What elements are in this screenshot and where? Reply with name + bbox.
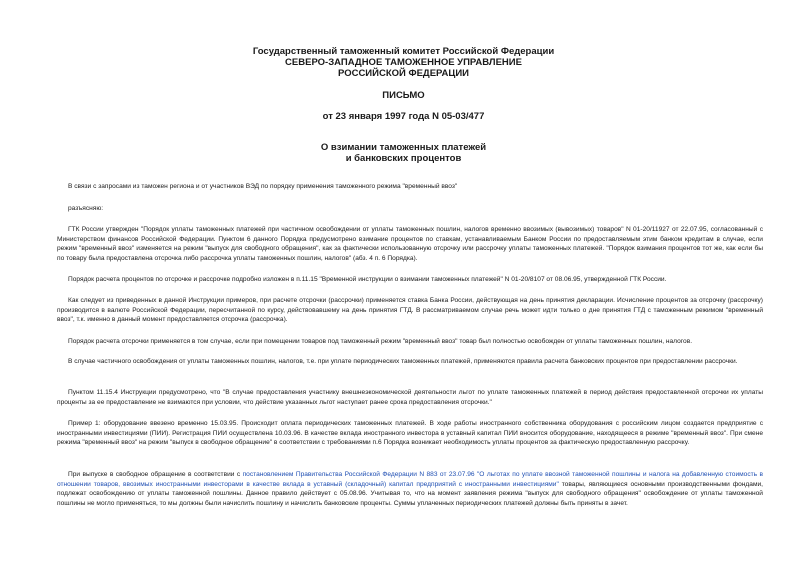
paragraph-intro: В связи с запросами из таможен региона и от участников ВЭД по порядку применения таможенного режима "временный ввоз" (68, 183, 458, 190)
paragraph-free-circulation (57, 470, 763, 508)
doc-type-block (0, 90, 807, 101)
paragraph-explain: разъясняю: (68, 205, 104, 212)
issuer-line-2: СЕВЕРО-ЗАПАДНОЕ ТАМОЖЕННОЕ УПРАВЛЕНИЕ (285, 57, 522, 68)
paragraph-gtk-order: ГТК России утвержден "Порядок уплаты таможенных платежей при частичном освобождении от уплаты таможенных пошлин, налогов временно ввозимых (вывозимых) товаров" N 01-20/11927 от 22.07.95, согласованный с Министерством финансов Российской Федерации. Пунктом 6 данного Порядка предусмотрено взимание процентов по ставкам, устанавливаемым Банком России по предоставляемым этим банком кредитам в случае, если режим "временный ввоз" изменяется на режим "выпуск для свободного обращения", как за фактически использованную отсрочку или рассрочку уплаты таможенных платежей. "Порядок взимания процентов тот же, как если бы по товару была предоставлена отсрочка либо рассрочка уплаты таможенных пошлин, налогов" (абз. 4 п. 6 Порядка). (57, 226, 763, 262)
paragraph-partial-exemption: В случае частичного освобождения от уплаты таможенных пошлин, налогов, т.е. при уплате периодических таможенных платежей, применяются правила расчета банковских процентов при предоставлении рассрочки. (68, 358, 738, 365)
paragraph-deferral: Порядок расчета отсрочки применяется в том случае, если при помещении товаров под таможенный режим "временный ввоз" товар был полностью освобожден от уплаты таможенных пошлин, налогов. (68, 338, 693, 345)
issuer-line-1: Государственный таможенный комитет Российской Федерации (252, 46, 555, 57)
government-decree-link[interactable]: постановлением Правительства Российской Федерации N 883 от 23.07.96 "О льготах по уплате ввозной таможенной пошлины и налога на добавленную стоимость в отношении товаров, ввозимых иностранными инвесторами в качестве вклада в уставный (складочный) капитал предприятий с иностранными инвестициями" (57, 471, 763, 488)
document-type: ПИСЬМО (382, 90, 425, 101)
paragraph-examples: Как следует из приведенных в данной Инструкции примеров, при расчете отсрочки (рассрочки) применяется ставка Банка России, действующая на день принятия декларации. Исчисление процентов за отсрочку (рассрочку) производится в валюте Российской Федерации, пересчитанной по курсу, действовавшему на день принятия ГТД. В рассматриваемом случае речь может идти только о дне принятия ГТД с таможенным режимом "временный ввоз", т.к. именно в данный момент предоставляется отсрочка (рассрочка). (57, 297, 763, 324)
paragraph-free-circulation-lead: При выпуске в свободное обращение в соответствии с (68, 471, 243, 478)
subject-line-1: О взимании таможенных платежей (320, 142, 487, 153)
paragraph-calc-order: Порядок расчета процентов по отсрочке и рассрочке подробно изложен в п.11.15 "Временной инструкции о взимании таможенных платежей" N 01-20/8107 от 08.06.95, утвержденной ГТК России. (68, 276, 667, 283)
paragraph-free-circulation-rest: товары, являющиеся основными производственными фондами, подлежат освобождению от уплаты таможенной пошлины. Данное правило действует с 05.08.96. Учитывая то, что на момент заявления режима "выпуск для свободного обращения" освобождение от уплаты таможенной пошлины не могло применяться, то мы должны были начислить пошлину и начислить банковские проценты. Суммы уплаченных периодических платежей должны быть приняты в зачет. (57, 480, 763, 507)
subject-block (0, 142, 807, 164)
document-date-number: от 23 января 1997 года N 05-03/477 (322, 111, 485, 122)
paragraph-clause-11-15-4: Пунктом 11.15.4 Инструкции предусмотрено, что "В случае предоставления участнику внешнеэкономической деятельности льгот по уплате таможенных платежей в период действия предоставленной отсрочки их уплаты проценты за ее предоставление не взимаются при условии, что действие указанных льгот наступает ранее срока предоставления отсрочки." (57, 389, 763, 406)
issuer-line-3: РОССИЙСКОЙ ФЕДЕРАЦИИ (337, 68, 469, 79)
date-number-block (0, 111, 807, 122)
issuer-block (0, 46, 807, 79)
paragraph-example-1: Пример 1: оборудование ввезено временно 15.03.95. Происходит оплата периодических таможенных платежей. В ходе работы иностранного собственника оборудования с российским лицом создается предприятие с иностранными инвестициями (ПИИ). Регистрация ПИИ осуществлена 10.03.96. В качестве вклада иностранного инвестора в уставный капитал ПИИ вносится оборудование, находящееся в режиме "временный ввоз". При смене режима "временный ввоз" на режим "выпуск в свободное обращение" в соответствии с требованиями п.6 Порядка возникает необходимость уплаты процентов за фактическую предоставленную рассрочку. (57, 420, 763, 447)
subject-line-2: и банковских процентов (345, 153, 462, 164)
